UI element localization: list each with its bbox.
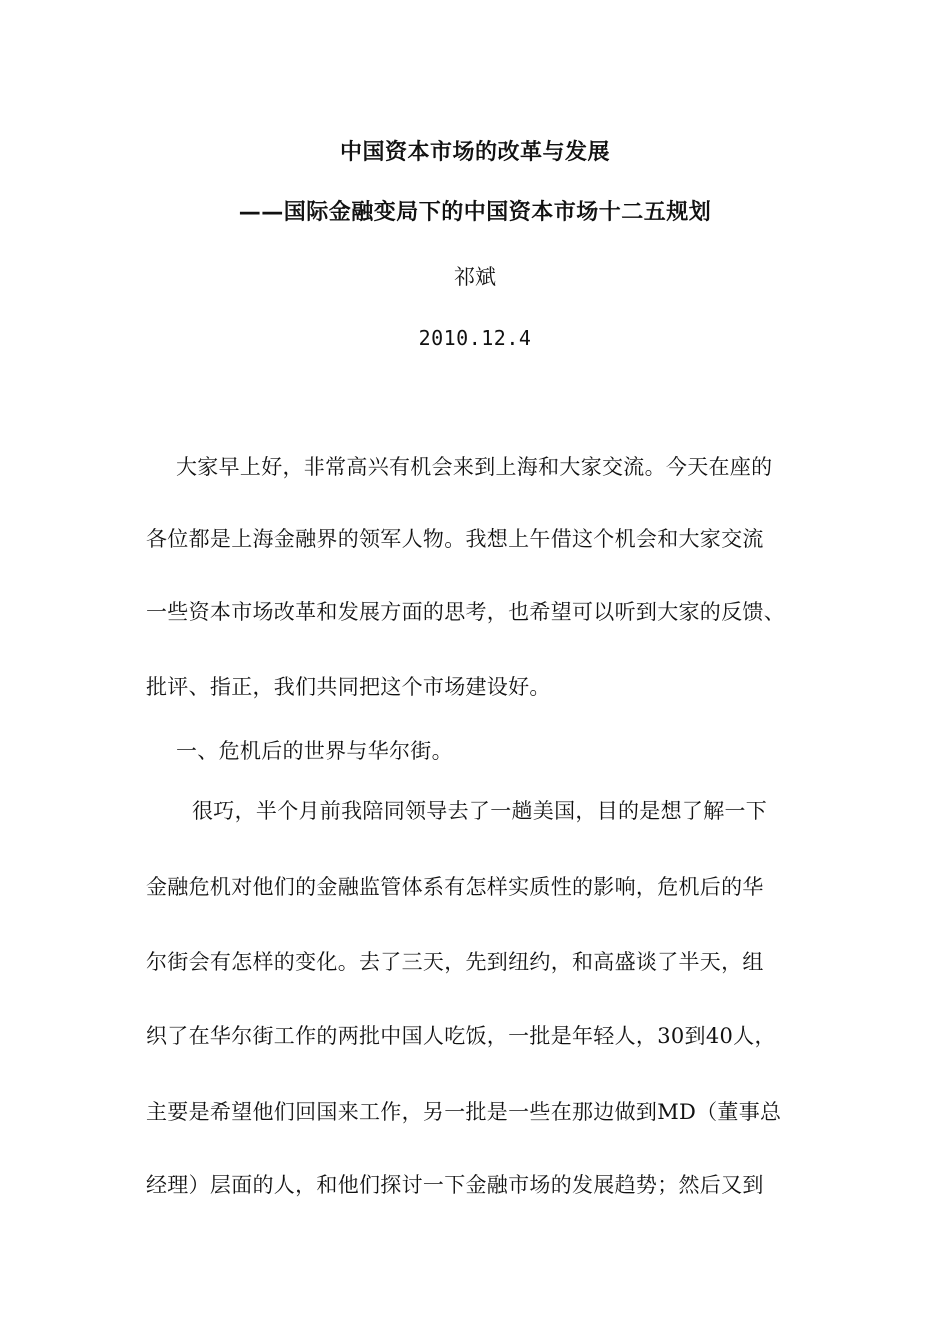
body-line: 尔街会有怎样的变化。去了三天，先到纽约，和高盛谈了半天，组 [146,950,764,974]
body-line: 一些资本市场改革和发展方面的思考，也希望可以听到大家的反馈、 [146,600,785,624]
body-line: 金融危机对他们的金融监管体系有怎样实质性的影响，危机后的华 [146,875,764,899]
body-line: 主要是希望他们回国来工作，另一批是一些在那边做到MD（董事总 [146,1100,782,1124]
document-date: 2010.12.4 [418,326,532,350]
body-line: 很巧，半个月前我陪同领导去了一趟美国，目的是想了解一下 [192,799,768,823]
section-heading: 一、危机后的世界与华尔街。 [176,739,453,763]
document-title: 中国资本市场的改革与发展 [339,140,610,165]
document-subtitle: ——国际金融变局下的中国资本市场十二五规划 [238,200,712,225]
body-line: 各位都是上海金融界的领军人物。我想上午借这个机会和大家交流 [146,527,764,551]
body-line: 批评、指正，我们共同把这个市场建设好。 [146,675,551,699]
body-line: 经理）层面的人，和他们探讨一下金融市场的发展趋势；然后又到 [146,1173,764,1197]
body-line: 织了在华尔街工作的两批中国人吃饭，一批是年轻人，30到40人， [146,1024,776,1048]
author-name: 祁斌 [454,265,496,289]
body-line: 大家早上好，非常高兴有机会来到上海和大家交流。今天在座的 [176,455,773,479]
